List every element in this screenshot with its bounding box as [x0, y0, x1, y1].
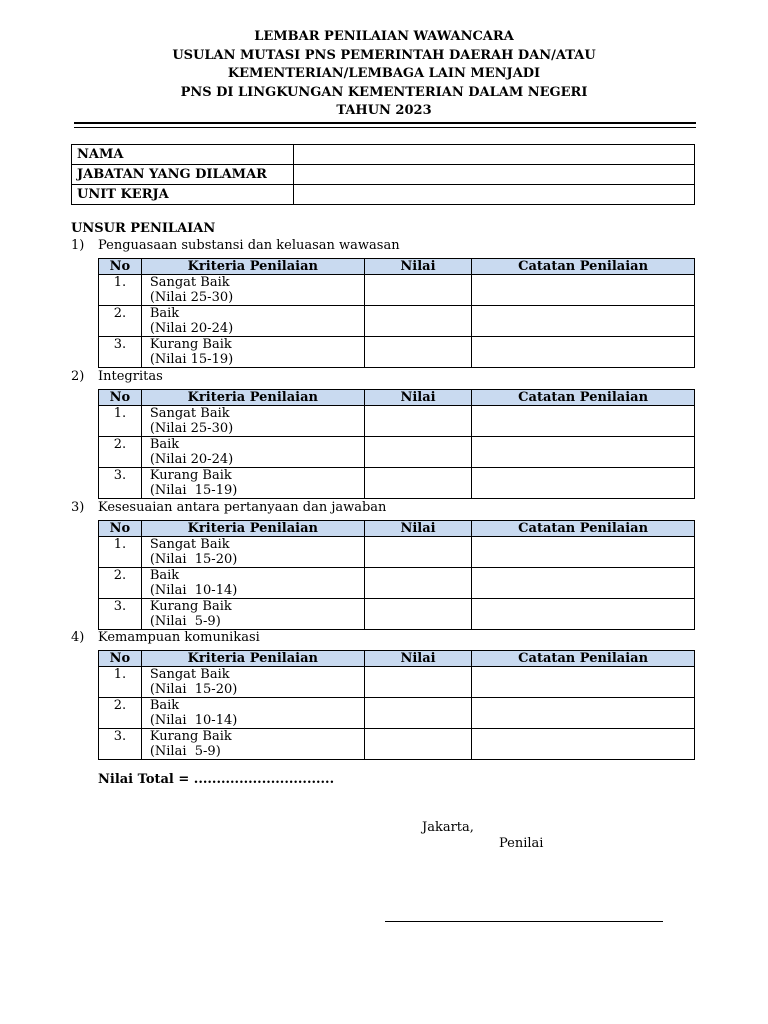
catatan-input-cell[interactable]: [472, 698, 695, 729]
unit-kerja-field[interactable]: [294, 185, 695, 205]
catatan-input-cell[interactable]: [472, 568, 695, 599]
criteria-cell: [141, 337, 364, 368]
criteria-range: (Nilai 5-9): [149, 744, 221, 759]
column-header-no: No: [99, 390, 142, 406]
catatan-input-cell[interactable]: [472, 599, 695, 630]
section-title: [71, 500, 386, 515]
section-title-text: Integritas: [98, 369, 163, 384]
row-number: 3.: [99, 729, 142, 760]
row-number: 1.: [99, 667, 142, 698]
section-number: 3): [71, 500, 85, 515]
criteria-cell: [141, 667, 364, 698]
criteria-label: Sangat Baik: [149, 406, 230, 421]
row-number: 3.: [99, 337, 142, 368]
table-row: [99, 406, 695, 437]
column-header-nilai: Nilai: [364, 259, 471, 275]
nilai-input-cell[interactable]: [364, 468, 471, 499]
criteria-label: Baik: [149, 698, 180, 713]
nilai-input-cell[interactable]: [364, 437, 471, 468]
table-row: [99, 306, 695, 337]
nama-field[interactable]: [294, 145, 695, 165]
penilai-label: Penilai: [499, 836, 544, 851]
criteria-range: (Nilai 15-19): [149, 483, 238, 498]
column-header-kriteria: Kriteria Penilaian: [141, 521, 364, 537]
criteria-header-row: [99, 651, 695, 667]
criteria-label: Sangat Baik: [149, 537, 230, 552]
section-title-text: Kemampuan komunikasi: [98, 630, 260, 645]
nilai-input-cell[interactable]: [364, 537, 471, 568]
catatan-input-cell[interactable]: [472, 537, 695, 568]
criteria-range: (Nilai 20-24): [149, 452, 234, 467]
place-label: Jakarta,: [422, 820, 474, 835]
row-number: 2.: [99, 698, 142, 729]
column-header-kriteria: Kriteria Penilaian: [141, 259, 364, 275]
criteria-label: Sangat Baik: [149, 667, 230, 682]
nilai-input-cell[interactable]: [364, 275, 471, 306]
column-header-no: No: [99, 651, 142, 667]
criteria-cell: [141, 698, 364, 729]
criteria-label: Baik: [149, 437, 180, 452]
criteria-table: [98, 258, 695, 368]
table-row: [99, 667, 695, 698]
criteria-label: Baik: [149, 306, 180, 321]
catatan-input-cell[interactable]: [472, 306, 695, 337]
column-header-catatan: Catatan Penilaian: [472, 390, 695, 406]
section-number: 2): [71, 369, 85, 384]
identity-label: NAMA: [72, 145, 294, 165]
title-line: PNS DI LINGKUNGAN KEMENTERIAN DALAM NEGERI: [180, 84, 588, 100]
criteria-label: Kurang Baik: [149, 468, 232, 483]
row-number: 2.: [99, 306, 142, 337]
row-number: 1.: [99, 406, 142, 437]
identity-table: [71, 144, 695, 205]
section-title: [71, 369, 163, 384]
table-row: [99, 437, 695, 468]
criteria-label: Kurang Baik: [149, 599, 232, 614]
section-number: 4): [71, 630, 85, 645]
table-row: [99, 729, 695, 760]
criteria-range: (Nilai 10-14): [149, 713, 238, 728]
title-line: LEMBAR PENILAIAN WAWANCARA: [254, 29, 514, 44]
criteria-label: Kurang Baik: [149, 729, 232, 744]
unsur-penilaian-heading: UNSUR PENILAIAN: [71, 221, 216, 236]
criteria-cell: [141, 599, 364, 630]
signature-line: [385, 921, 663, 922]
criteria-range: (Nilai 15-20): [149, 552, 238, 567]
row-number: 2.: [99, 568, 142, 599]
identity-row-nama: [72, 145, 695, 165]
criteria-range: (Nilai 25-30): [149, 290, 234, 305]
nilai-input-cell[interactable]: [364, 568, 471, 599]
title-line: KEMENTERIAN/LEMBAGA LAIN MENJADI: [227, 66, 541, 81]
criteria-label: Sangat Baik: [149, 275, 230, 290]
catatan-input-cell[interactable]: [472, 337, 695, 368]
table-row: [99, 568, 695, 599]
criteria-header-row: [99, 521, 695, 537]
table-row: [99, 599, 695, 630]
column-header-catatan: Catatan Penilaian: [472, 521, 695, 537]
row-number: 1.: [99, 275, 142, 306]
catatan-input-cell[interactable]: [472, 406, 695, 437]
section-number: 1): [71, 238, 85, 253]
section-title-text: Kesesuaian antara pertanyaan dan jawaban: [98, 500, 387, 515]
nilai-input-cell[interactable]: [364, 337, 471, 368]
criteria-table: [98, 650, 695, 760]
column-header-nilai: Nilai: [364, 651, 471, 667]
criteria-range: (Nilai 10-14): [149, 583, 238, 598]
table-row: [99, 468, 695, 499]
row-number: 3.: [99, 468, 142, 499]
identity-row-unit: [72, 185, 695, 205]
table-row: [99, 275, 695, 306]
catatan-input-cell[interactable]: [472, 468, 695, 499]
column-header-catatan: Catatan Penilaian: [472, 651, 695, 667]
section-title: [71, 630, 260, 645]
column-header-no: No: [99, 259, 142, 275]
column-header-nilai: Nilai: [364, 390, 471, 406]
nilai-input-cell[interactable]: [364, 698, 471, 729]
criteria-cell: [141, 729, 364, 760]
criteria-cell: [141, 406, 364, 437]
table-row: [99, 537, 695, 568]
criteria-range: (Nilai 15-20): [149, 682, 238, 697]
jabatan-field[interactable]: [294, 165, 695, 185]
catatan-input-cell[interactable]: [472, 729, 695, 760]
identity-row-jabatan: [72, 165, 695, 185]
header-rule-thick: [74, 122, 696, 124]
criteria-label: Baik: [149, 568, 180, 583]
table-row: [99, 698, 695, 729]
nilai-total: Nilai Total = ...............................: [98, 772, 335, 787]
nilai-input-cell[interactable]: [364, 729, 471, 760]
identity-label: JABATAN YANG DILAMAR: [72, 165, 294, 185]
nilai-input-cell[interactable]: [364, 667, 471, 698]
title-line: TAHUN 2023: [336, 103, 432, 118]
column-header-nilai: Nilai: [364, 521, 471, 537]
title-line: USULAN MUTASI PNS PEMERINTAH DAERAH DAN/ATAU: [172, 47, 596, 63]
criteria-cell: [141, 437, 364, 468]
criteria-table: [98, 520, 695, 630]
nilai-input-cell[interactable]: [364, 306, 471, 337]
catatan-input-cell[interactable]: [472, 275, 695, 306]
criteria-range: (Nilai 15-19): [149, 352, 234, 367]
catatan-input-cell[interactable]: [472, 437, 695, 468]
criteria-cell: [141, 568, 364, 599]
nilai-input-cell[interactable]: [364, 599, 471, 630]
column-header-no: No: [99, 521, 142, 537]
column-header-kriteria: Kriteria Penilaian: [141, 651, 364, 667]
column-header-catatan: Catatan Penilaian: [472, 259, 695, 275]
criteria-range: (Nilai 25-30): [149, 421, 234, 436]
catatan-input-cell[interactable]: [472, 667, 695, 698]
criteria-cell: [141, 468, 364, 499]
nilai-input-cell[interactable]: [364, 406, 471, 437]
criteria-cell: [141, 537, 364, 568]
criteria-cell: [141, 306, 364, 337]
document-title: [0, 28, 768, 121]
criteria-header-row: [99, 259, 695, 275]
criteria-range: (Nilai 5-9): [149, 614, 221, 629]
criteria-cell: [141, 275, 364, 306]
row-number: 2.: [99, 437, 142, 468]
identity-label: UNIT KERJA: [72, 185, 294, 205]
column-header-kriteria: Kriteria Penilaian: [141, 390, 364, 406]
row-number: 3.: [99, 599, 142, 630]
criteria-label: Kurang Baik: [149, 337, 232, 352]
section-title: [71, 238, 400, 253]
row-number: 1.: [99, 537, 142, 568]
criteria-table: [98, 389, 695, 499]
criteria-range: (Nilai 20-24): [149, 321, 234, 336]
table-row: [99, 337, 695, 368]
section-title-text: Penguasaan substansi dan keluasan wawasan: [98, 238, 400, 253]
criteria-header-row: [99, 390, 695, 406]
header-rule-thin: [74, 127, 696, 128]
